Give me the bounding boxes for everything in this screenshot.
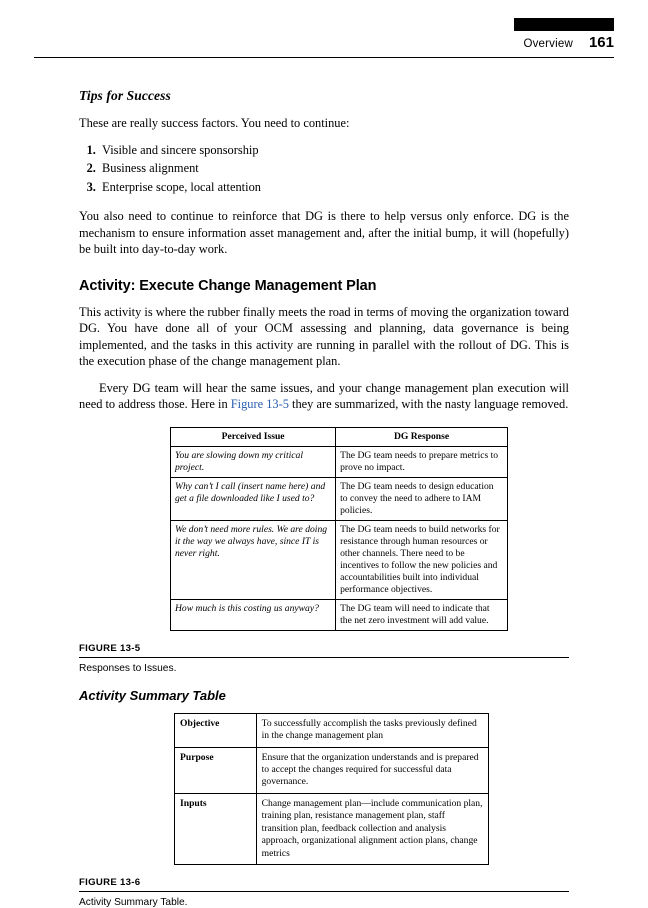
cell-label-purpose: Purpose <box>175 747 257 793</box>
figure-13-5-caption-text: Responses to Issues. <box>79 662 177 674</box>
page-header <box>523 34 614 51</box>
activity-paragraph-2 <box>79 380 569 413</box>
paragraph-text-after-link: they are summarized, with the nasty language removed. <box>288 397 569 412</box>
table-row <box>175 713 489 747</box>
paragraph-text-before-link: Every DG team will hear the same issues, and your change management plan execution will need to address those. Here in <box>79 380 569 412</box>
figure-13-5-caption-block <box>79 643 569 674</box>
header-black-bar <box>514 18 614 31</box>
figure-13-6-number: FIGURE 13-6 <box>79 877 141 889</box>
cell-dg-response: The DG team needs to prepare metrics to prove no impact. <box>336 446 508 477</box>
success-factors-list <box>79 142 569 197</box>
list-item: 2. Business alignment <box>99 160 569 178</box>
figure-13-6-caption-block <box>79 877 569 908</box>
figure-13-6-caption-text: Activity Summary Table. <box>79 897 188 908</box>
cell-value-objective: To successfully accomplish the tasks previously defined in the change management plan <box>256 713 488 747</box>
header-divider <box>34 57 614 58</box>
cell-value-inputs: Change management plan—include communication plan, training plan, resistance management plan, staff transition plan, feedback collection and analysis approach, organizational alignment action plans, change metrics <box>256 793 488 864</box>
activity-paragraph-1: This activity is where the rubber finally meets the road in terms of moving the organization toward DG. You have done all of your OCM assessing and planning, data governance is being implemented, and the tasks in this activity are running in parallel with the rollout of DG. This is the execution phase of the change management plan. <box>79 304 569 369</box>
header-chapter-label: Overview <box>523 38 573 50</box>
table-row <box>175 793 489 864</box>
figure-caption-divider <box>79 891 569 892</box>
cell-dg-response: The DG team needs to build networks for resistance through human resources or other channels. There need to be incentives to follow the new policies and accountabilities built into individual performance objectives. <box>336 520 508 599</box>
list-item: 3. Enterprise scope, local attention <box>99 179 569 197</box>
summary-table-wrapper <box>174 713 489 866</box>
cell-perceived-issue: Why can’t I call (insert name here) and get a file downloaded like I used to? <box>171 477 336 520</box>
table-row <box>171 477 508 520</box>
cell-dg-response: The DG team needs to design education to convey the need to adhere to IAM policies. <box>336 477 508 520</box>
cell-perceived-issue: You are slowing down my critical project. <box>171 446 336 477</box>
list-item: 1. Visible and sincere sponsorship <box>99 142 569 160</box>
activity-summary-table <box>174 713 489 866</box>
page-content <box>79 88 569 908</box>
tips-for-success-heading: Tips for Success <box>79 88 171 103</box>
tips-body-paragraph: You also need to continue to reinforce that DG is there to help versus only enforce. DG is the mechanism to ensure information asset management and, after the initial bump, it will (hopefully) be built into day-to-day work. <box>79 209 569 257</box>
activity-summary-table-heading: Activity Summary Table <box>79 687 226 703</box>
column-header-perceived-issue: Perceived Issue <box>171 427 336 446</box>
table-row <box>175 747 489 793</box>
issues-table <box>170 427 508 631</box>
table-header-row <box>171 427 508 446</box>
cell-label-inputs: Inputs <box>175 793 257 864</box>
activity-heading: Activity: Execute Change Management Plan <box>79 277 377 294</box>
table-row <box>171 599 508 630</box>
cell-label-objective: Objective <box>175 713 257 747</box>
column-header-dg-response: DG Response <box>336 427 508 446</box>
cell-dg-response: The DG team will need to indicate that the net zero investment will add value. <box>336 599 508 630</box>
cell-perceived-issue: How much is this costing us anyway? <box>171 599 336 630</box>
issues-table-wrapper <box>170 427 508 631</box>
tips-intro-paragraph: These are really success factors. You need to continue: <box>79 116 350 130</box>
table-row <box>171 446 508 477</box>
page-number: 161 <box>588 34 614 51</box>
cell-perceived-issue: We don’t need more rules. We are doing it the way we always have, since IT is never right. <box>171 520 336 599</box>
cell-value-purpose: Ensure that the organization understands and is prepared to accept the changes required for successful data governance. <box>256 747 488 793</box>
figure-13-5-number: FIGURE 13-5 <box>79 642 141 654</box>
figure-caption-divider <box>79 657 569 658</box>
figure-13-5-cross-reference[interactable]: Figure 13-5 <box>230 397 289 412</box>
table-row <box>171 520 508 599</box>
